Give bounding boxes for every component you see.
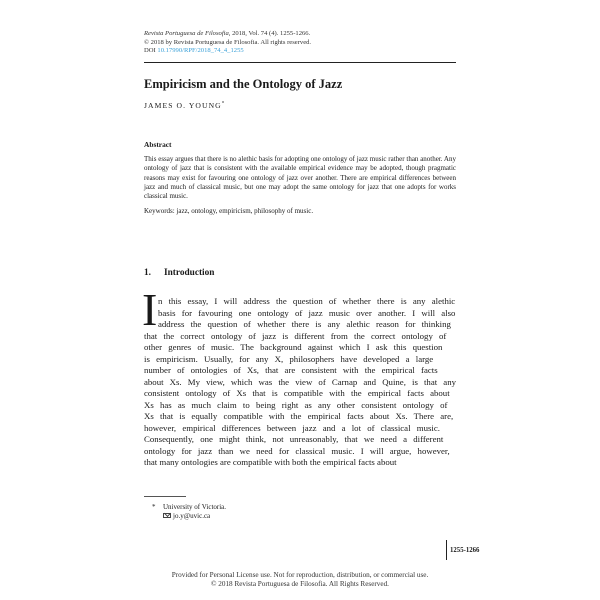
footnote-rule: [144, 496, 186, 497]
body-line: address the question of whether there is any alethic reason for thinking: [158, 319, 451, 329]
author-footnote-mark[interactable]: *: [221, 101, 225, 107]
footnote-mark: *: [152, 503, 156, 511]
body-line: is empiricism. Usually, for any X, philosophers have developed a large: [144, 353, 434, 364]
footnote: [163, 503, 226, 522]
footnote-email[interactable]: jo.y@uvic.ca: [173, 512, 211, 521]
body-line: however, empirical differences between jazz and a lot of classical music.: [144, 422, 440, 433]
body-line: other genres of music. The background against which I ask this question: [144, 342, 443, 352]
drop-cap: I: [142, 284, 158, 335]
doi-label: DOI: [144, 47, 156, 54]
body-line: Xs that is equally compatible with the empirical facts about Xs. There are,: [144, 411, 454, 421]
body-line: consistent ontology of Xs that is compatible with the empirical facts about: [144, 388, 450, 398]
keywords: Keywords: jazz, ontology, empiricism, philosophy of music.: [144, 207, 314, 215]
body-line: Xs has as much claim to being right as any other consistent ontology of: [144, 399, 448, 410]
section-title: Introduction: [164, 268, 215, 278]
abstract-heading: Abstract: [144, 140, 172, 149]
footer-copyright: © 2018 Revista Portuguesa de Filosofia. All Rights Reserved.: [211, 580, 389, 588]
body-line: about Xs. My view, which was the view of Carnap and Quine, is that any: [144, 376, 456, 387]
header-rule: [144, 62, 456, 63]
body-line: number of ontologies of Xs, that are consistent with the empirical facts: [144, 365, 438, 375]
section-number: 1.: [144, 268, 151, 278]
abstract-body: This essay argues that there is no alethic basis for adopting one ontology of jazz music rather than another. Any ontology of jazz that is consistent with the available empirical evidence may be adopted, though pragmatic reasons may exist for favouring one ontology of jazz over another. There are empirical differences between jazz and much of classical music, but one may adopt the same ontology for jazz that one adopts for works classical music.: [144, 155, 456, 201]
author-name: [144, 101, 224, 110]
footnote-affiliation: University of Victoria.: [163, 503, 227, 511]
body-line: Consequently, one might think, not unreasonably, that we need a different: [144, 434, 444, 444]
body-line: that many ontologies are compatible with both the empirical facts about: [144, 457, 397, 467]
page-range: 1255-1266: [450, 547, 480, 554]
section-heading: [144, 268, 214, 278]
journal-citation: [144, 30, 310, 38]
journal-name: Revista Portuguesa de Filosofia: [144, 30, 229, 37]
footnote-email-line: [163, 512, 226, 521]
copyright-line: © 2018 by Revista Portuguesa de Filosofia. All rights reserved.: [144, 38, 312, 46]
mail-icon: [163, 513, 171, 519]
body-line: basis for favouring one ontology of jazz music over another. I will also: [158, 307, 456, 318]
author-label: JAMES O. YOUNG: [144, 101, 222, 110]
citation-details: , 2018, Vol. 74 (4). 1255-1266.: [228, 30, 311, 37]
body-line: ontology for jazz than we need for classical music. I will argue, however,: [144, 445, 450, 456]
doi-link[interactable]: 10.17990/RPF/2018_74_4_1255: [157, 47, 244, 54]
page-range-bar: [446, 540, 447, 560]
doi-line: [144, 47, 244, 55]
body-line: n this essay, I will address the question of whether there is any alethic: [158, 296, 456, 306]
body-line: that the correct ontology of jazz is different from the correct ontology of: [144, 330, 447, 341]
article-title: Empiricism and the Ontology of Jazz: [144, 77, 343, 91]
license-notice: Provided for Personal License use. Not for reproduction, distribution, or commercial use.: [171, 571, 429, 579]
